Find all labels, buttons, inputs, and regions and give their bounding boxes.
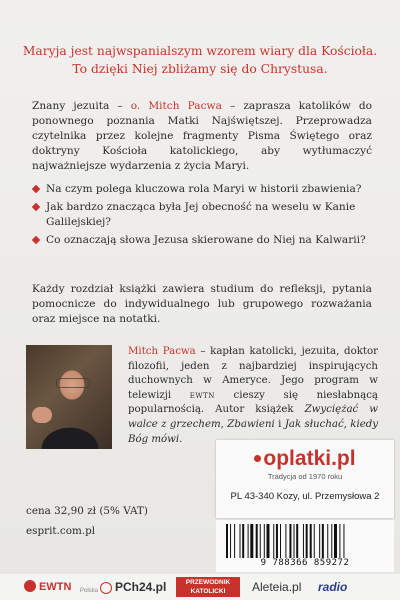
barcode-bar [260,524,261,558]
headline-line-2: To dzięki Niej zbliżamy się do Chrystusa. [72,62,328,76]
bio-sep: , [220,418,228,430]
intro-after: – zaprasza katolików do ponownego poznania Matki Najświętszej. Przeprowadza czytelnika przez kolejne fragmenty Pisma Świętego oraz doktryny Kościoła katolickiego, aby wytłumaczyć najważniejsze wydarzenia z życia Maryi. [32,100,372,172]
pch24-logo-text: PCh24.pl [115,580,167,594]
barcode-bar [248,524,249,558]
bio-book-1: Zwyciężać w walce z grzechem [128,404,379,430]
hand-shape [32,407,52,423]
bio-book-2: Zbawieni [227,418,275,430]
barcode-bar [327,524,328,558]
barcode-bar [280,524,281,558]
questions-list [32,182,372,251]
barcode-bar [343,524,344,558]
barcode-bar [234,524,235,558]
intro-before: Znany jezuita – [32,100,131,112]
bio-and: i [274,418,285,430]
barcode-bar [273,524,274,558]
author-bio [128,345,378,447]
barcode-bar [296,524,298,558]
barcode-bar [242,524,244,558]
barcode-bar [250,524,253,558]
barcode-bar [240,524,241,558]
bio-book-3: Jak słuchać, kiedy Bóg mówi [128,418,379,445]
barcode-bar [285,524,286,558]
barcode-bar [230,524,231,558]
barcode-bar [319,524,320,558]
barcode-bar [303,524,304,558]
barcode-bars-icon [226,524,384,558]
author-photo [26,345,112,449]
ewtn-logo [24,579,71,595]
question-item: Jak bardzo znacząca była Jej obecność na weselu w Kanie Galilejskiej? [32,200,372,230]
price-block [26,504,148,539]
glasses-shape [56,378,90,388]
radio-logo: radio [318,580,348,594]
ewtn-sub-logo: Polska [80,588,99,594]
brand-dot-icon [254,455,261,462]
headline [18,42,382,78]
aleteia-logo: Aleteia.pl [252,580,302,594]
sticker-tagline: Tradycja od 1970 roku [267,472,343,481]
barcode-bar [314,524,315,558]
barcode-bar [331,524,332,558]
question-item: Na czym polega kluczowa rola Maryi w historii zbawienia? [32,182,372,197]
barcode-bar [267,524,270,558]
question-item: Co oznaczają słowa Jezusa skierowane do Niej na Kalwarii? [32,233,372,248]
sticker-address: PL 43-340 Kozy, ul. Przemysłowa 2 [230,491,380,502]
headline-line-1: Maryja jest najwspanialszym wzorem wiary dla Kościoła. [22,44,378,58]
barcode-bar [294,524,295,558]
sticker-brand-text: oplatki.pl [263,447,356,470]
barcode-bar [339,524,340,558]
barcode-digits: 9 788366 859272 [260,558,350,568]
bio-text-2: cieszy się niesłabnącą popularnością. Autor książek [128,389,378,416]
bio-text-1: – kapłan katolicki, jezuita, doktor filozofii, jeden z najbardziej inspirujących duchownych w Ameryce. Jego program w telewizji [128,346,378,401]
bio-end: . [179,433,183,445]
isbn-barcode [216,520,394,572]
pch24-mark-icon [100,582,112,594]
publisher-website: esprit.com.pl [26,525,96,537]
barcode-bar [334,524,337,558]
sticker-brand [216,447,394,471]
partner-logos [0,574,400,600]
barcode-bar [310,524,312,558]
price-label: cena 32,90 zł (5% VAT) [26,505,148,517]
przewodnik-line-1: PRZEWODNIK [185,579,231,586]
przewodnik-logo [176,577,240,597]
barcode-bar [226,524,228,558]
barcode-bar [289,524,291,558]
barcode-bar [256,524,258,558]
barcode-bar [306,524,308,558]
chapters-paragraph: Każdy rozdział książki zawiera studium do refleksji, pytania pomocnicze do indywidualnego lub grupowego rozważania oraz miejsce na notatki. [32,283,372,325]
intro-paragraph [32,99,372,174]
pch24-logo [100,579,166,595]
ewtn-mark-icon [24,580,36,592]
barcode-bar [264,524,265,558]
bio-network: ewtn [189,389,215,401]
barcode-bar [322,524,324,558]
bio-author-name: Mitch Pacwa [128,346,196,357]
przewodnik-line-2: KATOLICKI [190,588,226,595]
ewtn-logo-text: EWTN [39,581,72,593]
barcode-bar [276,524,278,558]
shop-sticker [216,440,394,518]
intro-author: o. Mitch Pacwa [130,100,222,112]
